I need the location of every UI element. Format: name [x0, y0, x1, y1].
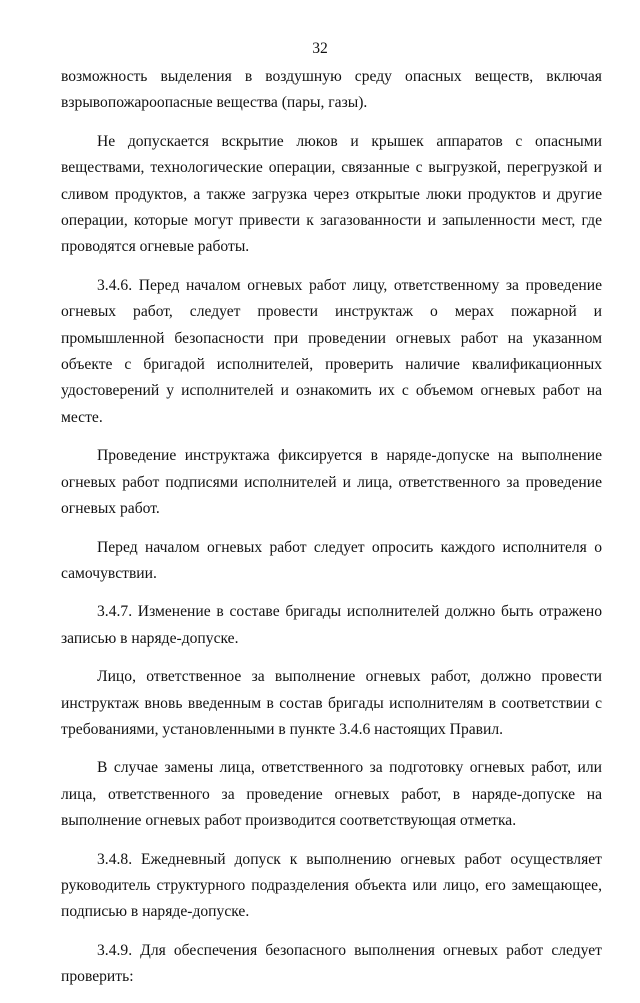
paragraph-4: Проведение инструктажа фиксируется в наряде-допуске на выполнение огневых работ подписями исполнителей и лица, ответственного за проведение огневых работ. — [61, 447, 602, 518]
paragraph-7: Лицо, ответственное за выполнение огневых работ, должно провести инструктаж вновь введенным в состав бригады исполнителям в соответствии с требованиями, установленными в пункте 3.4.6 настоящих Правил. — [61, 668, 602, 738]
paragraph-8: В случае замены лица, ответственного за подготовку огневых работ, или лица, ответственного за проведение огневых работ, в наряде-допуске на выполнение огневых работ производится соответствующая отметка. — [61, 759, 602, 830]
paragraph-3-4-8: 3.4.8. Ежедневный допуск к выполнению огневых работ осуществляет руководитель структурного подразделения объекта или лицо, его замещающее, подписью в наряде-допуске. — [61, 850, 602, 921]
page-number: 32 — [312, 40, 328, 57]
document-body — [61, 64, 602, 1003]
paragraph-3-4-7: 3.4.7. Изменение в составе бригады исполнителей должно быть отражено записью в наряде-допуске. — [61, 603, 602, 647]
paragraph-5: Перед началом огневых работ следует опросить каждого исполнителя о самочувствии. — [61, 538, 602, 582]
paragraph-3-4-6: 3.4.6. Перед началом огневых работ лицу, ответственному за проведение огневых работ, следует провести инструктаж о мерах пожарной и промышленной безопасности при проведении огневых работ на указанном объекте с бригадой исполнителей, проверить наличие квалификационных удостоверений у исполнителей и ознакомить их с объемом огневых работ на месте. — [61, 276, 602, 426]
paragraph-3-4-9: 3.4.9. Для обеспечения безопасного выполнения огневых работ следует проверить: — [61, 941, 602, 986]
paragraph-1: возможность выделения в воздушную среду опасных веществ, включая взрывопожароопасные вещества (пары, газы). — [61, 68, 602, 112]
paragraph-2: Не допускается вскрытие люков и крышек аппаратов с опасными веществами, технологические операции, связанные с выгрузкой, перегрузкой и сливом продуктов, а также загрузка через открытые люки продуктов и другие операции, которые могут привести к загазованности и запыленности мест, где проводятся огневые работы. — [61, 132, 602, 256]
